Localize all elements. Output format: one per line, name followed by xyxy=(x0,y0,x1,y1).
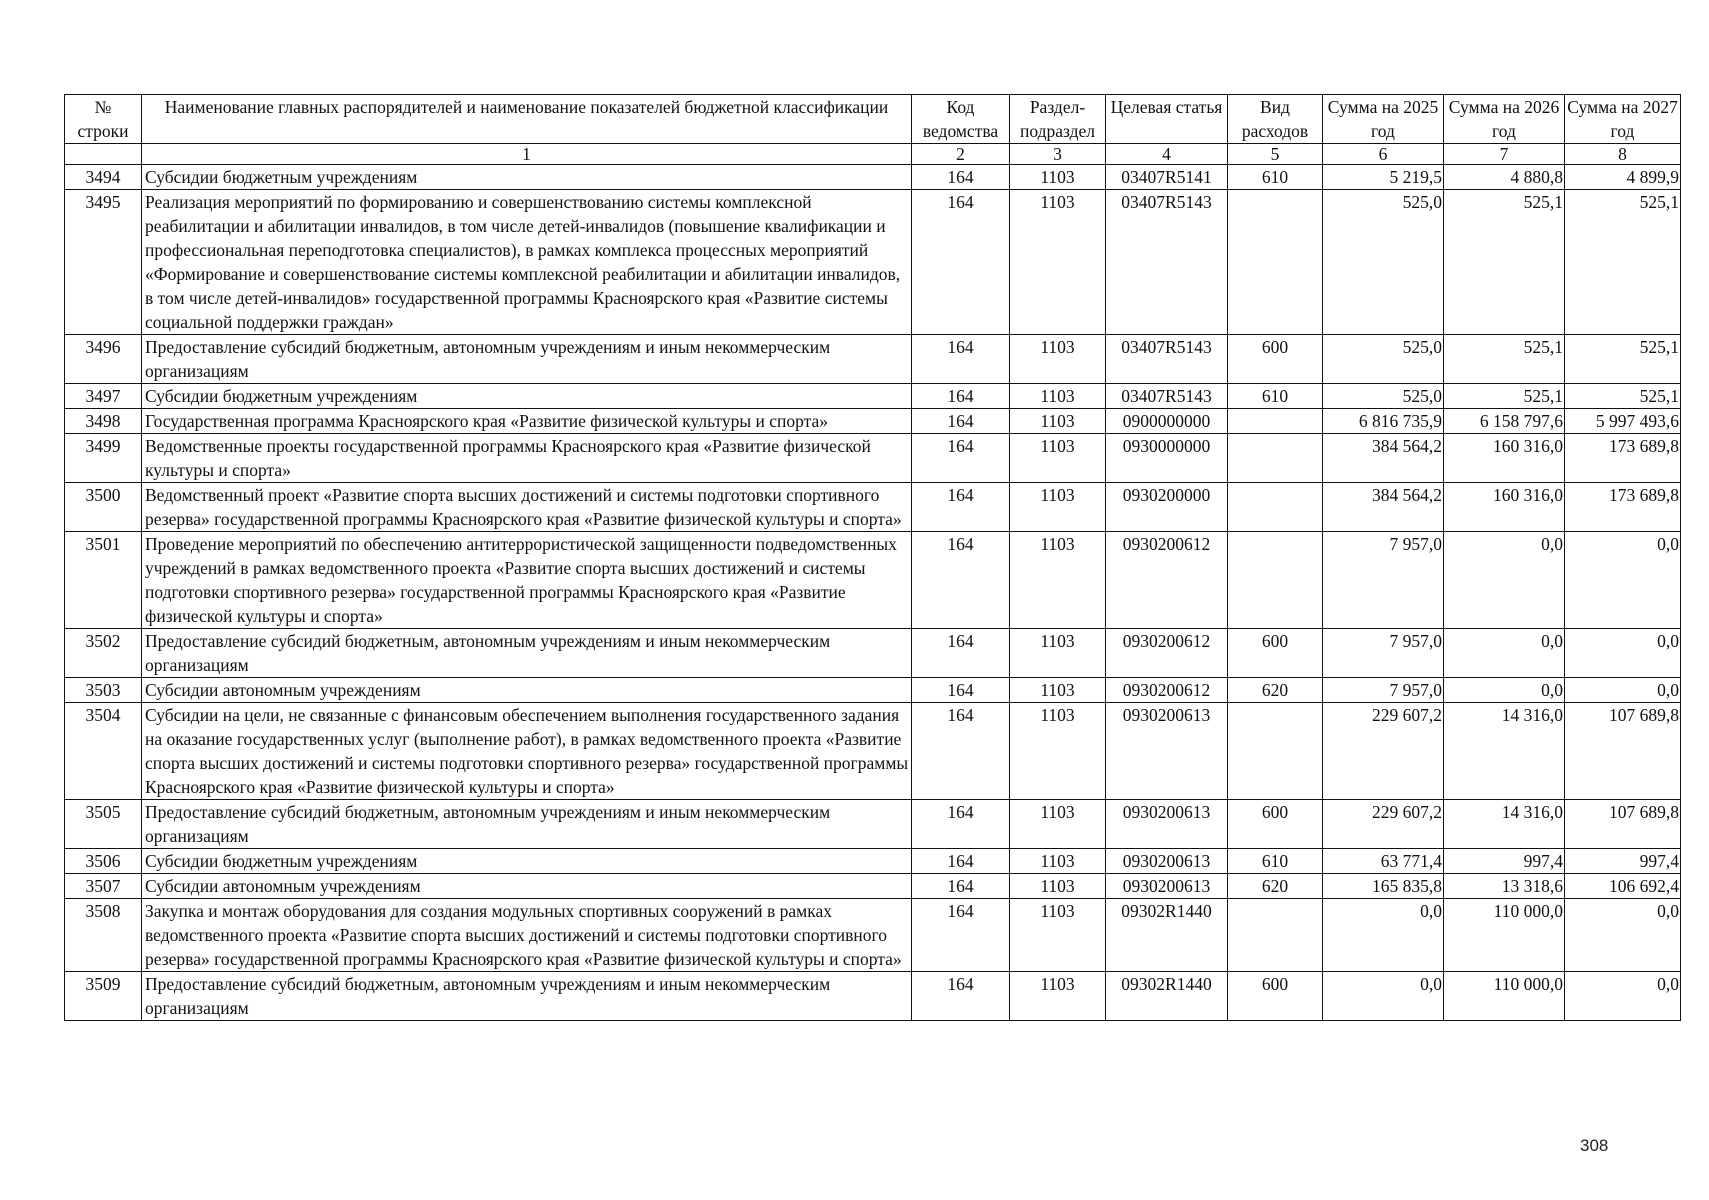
sum-2027-cell: 0,0 xyxy=(1565,678,1681,703)
column-index: 8 xyxy=(1565,144,1681,165)
header-sum-2026: Сумма на 2026 год xyxy=(1444,95,1565,144)
table-row xyxy=(65,384,1681,409)
column-index: 2 xyxy=(912,144,1010,165)
sum-2026-cell: 525,1 xyxy=(1444,384,1565,409)
target-item-cell: 0930200613 xyxy=(1106,849,1228,874)
sum-2027-cell: 525,1 xyxy=(1565,384,1681,409)
section-cell: 1103 xyxy=(1010,678,1106,703)
sum-2026-cell: 0,0 xyxy=(1444,532,1565,629)
sum-2026-cell: 110 000,0 xyxy=(1444,972,1565,1021)
column-index: 3 xyxy=(1010,144,1106,165)
sum-2026-cell: 997,4 xyxy=(1444,849,1565,874)
expense-type-cell: 600 xyxy=(1228,629,1323,678)
expense-type-cell xyxy=(1228,532,1323,629)
section-cell: 1103 xyxy=(1010,384,1106,409)
sum-2027-cell: 0,0 xyxy=(1565,899,1681,972)
table-row xyxy=(65,409,1681,434)
sum-2026-cell: 110 000,0 xyxy=(1444,899,1565,972)
target-item-cell: 0930200613 xyxy=(1106,703,1228,800)
expense-type-cell: 600 xyxy=(1228,972,1323,1021)
section-cell: 1103 xyxy=(1010,800,1106,849)
sum-2027-cell: 0,0 xyxy=(1565,972,1681,1021)
sum-2025-cell: 525,0 xyxy=(1323,335,1444,384)
row-number-cell: 3505 xyxy=(65,800,142,849)
header-sum-2027: Сумма на 2027 год xyxy=(1565,95,1681,144)
name-cell: Субсидии бюджетным учреждениям xyxy=(142,849,912,874)
sum-2027-cell: 173 689,8 xyxy=(1565,434,1681,483)
expense-type-cell xyxy=(1228,899,1323,972)
section-cell: 1103 xyxy=(1010,190,1106,335)
table-row xyxy=(65,678,1681,703)
expense-type-cell xyxy=(1228,703,1323,800)
section-cell: 1103 xyxy=(1010,972,1106,1021)
department-code-cell: 164 xyxy=(912,849,1010,874)
sum-2025-cell: 7 957,0 xyxy=(1323,629,1444,678)
target-item-cell: 09302R1440 xyxy=(1106,899,1228,972)
sum-2026-cell: 6 158 797,6 xyxy=(1444,409,1565,434)
target-item-cell: 03407R5143 xyxy=(1106,384,1228,409)
sum-2027-cell: 5 997 493,6 xyxy=(1565,409,1681,434)
row-number-cell: 3500 xyxy=(65,483,142,532)
sum-2027-cell: 997,4 xyxy=(1565,849,1681,874)
name-cell: Проведение мероприятий по обеспечению антитеррористической защищенности подведомственных учреждений в рамках ведомственного проекта «Развитие спорта высших достижений и системы подготовки спортивного резерва» государственной программы Красноярского края «Развитие физической культуры и спорта» xyxy=(142,532,912,629)
department-code-cell: 164 xyxy=(912,899,1010,972)
table-row xyxy=(65,532,1681,629)
department-code-cell: 164 xyxy=(912,190,1010,335)
target-item-cell: 0930200612 xyxy=(1106,629,1228,678)
table-row xyxy=(65,165,1681,190)
target-item-cell: 0930200000 xyxy=(1106,483,1228,532)
name-cell: Субсидии автономным учреждениям xyxy=(142,874,912,899)
section-cell: 1103 xyxy=(1010,409,1106,434)
sum-2025-cell: 63 771,4 xyxy=(1323,849,1444,874)
sum-2026-cell: 0,0 xyxy=(1444,678,1565,703)
section-cell: 1103 xyxy=(1010,874,1106,899)
target-item-cell: 09302R1440 xyxy=(1106,972,1228,1021)
page-number: 308 xyxy=(1580,1136,1609,1155)
expense-type-cell: 610 xyxy=(1228,384,1323,409)
expense-type-cell xyxy=(1228,434,1323,483)
sum-2026-cell: 0,0 xyxy=(1444,629,1565,678)
expense-type-cell: 620 xyxy=(1228,678,1323,703)
expense-type-cell: 600 xyxy=(1228,800,1323,849)
section-cell: 1103 xyxy=(1010,849,1106,874)
sum-2025-cell: 229 607,2 xyxy=(1323,703,1444,800)
sum-2027-cell: 0,0 xyxy=(1565,629,1681,678)
section-cell: 1103 xyxy=(1010,532,1106,629)
expense-type-cell xyxy=(1228,190,1323,335)
name-cell: Субсидии бюджетным учреждениям xyxy=(142,384,912,409)
expense-type-cell: 610 xyxy=(1228,165,1323,190)
sum-2025-cell: 384 564,2 xyxy=(1323,434,1444,483)
header-name: Наименование главных распорядителей и наименование показателей бюджетной классификации xyxy=(142,95,912,144)
row-number-cell: 3507 xyxy=(65,874,142,899)
table-body xyxy=(65,165,1681,1021)
target-item-cell: 0900000000 xyxy=(1106,409,1228,434)
header-target-item: Целевая статья xyxy=(1106,95,1228,144)
expense-type-cell xyxy=(1228,483,1323,532)
section-cell: 1103 xyxy=(1010,629,1106,678)
sum-2027-cell: 107 689,8 xyxy=(1565,703,1681,800)
department-code-cell: 164 xyxy=(912,629,1010,678)
expense-type-cell xyxy=(1228,409,1323,434)
department-code-cell: 164 xyxy=(912,409,1010,434)
section-cell: 1103 xyxy=(1010,483,1106,532)
name-cell: Субсидии на цели, не связанные с финансовым обеспечением выполнения государственного задания на оказание государственных услуг (выполнение работ), в рамках ведомственного проекта «Развитие спорта высших достижений и системы подготовки спортивного резерва» государственной программы Красноярского края «Развитие физической культуры и спорта» xyxy=(142,703,912,800)
sum-2025-cell: 0,0 xyxy=(1323,972,1444,1021)
table-row xyxy=(65,629,1681,678)
column-index-row xyxy=(65,144,1681,165)
sum-2027-cell: 106 692,4 xyxy=(1565,874,1681,899)
name-cell: Государственная программа Красноярского края «Развитие физической культуры и спорта» xyxy=(142,409,912,434)
section-cell: 1103 xyxy=(1010,335,1106,384)
row-number-cell: 3497 xyxy=(65,384,142,409)
table-row xyxy=(65,849,1681,874)
sum-2025-cell: 7 957,0 xyxy=(1323,678,1444,703)
sum-2027-cell: 525,1 xyxy=(1565,190,1681,335)
target-item-cell: 0930200613 xyxy=(1106,800,1228,849)
sum-2026-cell: 14 316,0 xyxy=(1444,703,1565,800)
department-code-cell: 164 xyxy=(912,678,1010,703)
row-number-cell: 3496 xyxy=(65,335,142,384)
sum-2025-cell: 384 564,2 xyxy=(1323,483,1444,532)
target-item-cell: 0930000000 xyxy=(1106,434,1228,483)
name-cell: Предоставление субсидий бюджетным, автономным учреждениям и иным некоммерческим организациям xyxy=(142,972,912,1021)
target-item-cell: 03407R5143 xyxy=(1106,190,1228,335)
sum-2027-cell: 173 689,8 xyxy=(1565,483,1681,532)
department-code-cell: 164 xyxy=(912,800,1010,849)
column-index: 6 xyxy=(1323,144,1444,165)
table-row xyxy=(65,800,1681,849)
expense-type-cell: 610 xyxy=(1228,849,1323,874)
target-item-cell: 03407R5141 xyxy=(1106,165,1228,190)
target-item-cell: 0930200613 xyxy=(1106,874,1228,899)
row-number-cell: 3504 xyxy=(65,703,142,800)
expense-type-cell: 600 xyxy=(1228,335,1323,384)
department-code-cell: 164 xyxy=(912,335,1010,384)
name-cell: Закупка и монтаж оборудования для создания модульных спортивных сооружений в рамках ведомственного проекта «Развитие спорта высших достижений и системы подготовки спортивного резерва» государственной программы Красноярского края «Развитие физической культуры и спорта» xyxy=(142,899,912,972)
header-expense-type: Вид расходов xyxy=(1228,95,1323,144)
column-index: 5 xyxy=(1228,144,1323,165)
name-cell: Ведомственные проекты государственной программы Красноярского края «Развитие физической культуры и спорта» xyxy=(142,434,912,483)
sum-2026-cell: 160 316,0 xyxy=(1444,434,1565,483)
name-cell: Предоставление субсидий бюджетным, автономным учреждениям и иным некоммерческим организациям xyxy=(142,800,912,849)
department-code-cell: 164 xyxy=(912,703,1010,800)
sum-2025-cell: 5 219,5 xyxy=(1323,165,1444,190)
header-department-code: Код ведомства xyxy=(912,95,1010,144)
header-section: Раздел-подраздел xyxy=(1010,95,1106,144)
header-row-number: № строки xyxy=(65,95,142,144)
department-code-cell: 164 xyxy=(912,972,1010,1021)
row-number-cell: 3499 xyxy=(65,434,142,483)
target-item-cell: 0930200612 xyxy=(1106,532,1228,629)
column-index: 1 xyxy=(142,144,912,165)
sum-2026-cell: 160 316,0 xyxy=(1444,483,1565,532)
row-number-cell: 3498 xyxy=(65,409,142,434)
sum-2026-cell: 14 316,0 xyxy=(1444,800,1565,849)
row-number-cell: 3502 xyxy=(65,629,142,678)
table-row xyxy=(65,972,1681,1021)
department-code-cell: 164 xyxy=(912,532,1010,629)
table-row xyxy=(65,874,1681,899)
sum-2025-cell: 525,0 xyxy=(1323,190,1444,335)
row-number-cell: 3509 xyxy=(65,972,142,1021)
expense-type-cell: 620 xyxy=(1228,874,1323,899)
name-cell: Реализация мероприятий по формированию и совершенствованию системы комплексной реабилитации и абилитации инвалидов, в том числе детей-инвалидов (повышение квалификации и профессиональная переподготовка специалистов), в рамках комплекса процессных мероприятий «Формирование и совершенствование системы комплексной реабилитации и абилитации инвалидов, в том числе детей-инвалидов» государственной программы Красноярского края «Развитие системы социальной поддержки граждан» xyxy=(142,190,912,335)
column-index xyxy=(65,144,142,165)
table-row xyxy=(65,335,1681,384)
row-number-cell: 3494 xyxy=(65,165,142,190)
section-cell: 1103 xyxy=(1010,165,1106,190)
column-index: 7 xyxy=(1444,144,1565,165)
department-code-cell: 164 xyxy=(912,384,1010,409)
table-row xyxy=(65,434,1681,483)
name-cell: Субсидии автономным учреждениям xyxy=(142,678,912,703)
department-code-cell: 164 xyxy=(912,434,1010,483)
sum-2025-cell: 6 816 735,9 xyxy=(1323,409,1444,434)
section-cell: 1103 xyxy=(1010,434,1106,483)
table-row xyxy=(65,899,1681,972)
name-cell: Предоставление субсидий бюджетным, автономным учреждениям и иным некоммерческим организациям xyxy=(142,629,912,678)
sum-2026-cell: 525,1 xyxy=(1444,190,1565,335)
row-number-cell: 3501 xyxy=(65,532,142,629)
sum-2027-cell: 4 899,9 xyxy=(1565,165,1681,190)
sum-2025-cell: 165 835,8 xyxy=(1323,874,1444,899)
sum-2025-cell: 525,0 xyxy=(1323,384,1444,409)
row-number-cell: 3506 xyxy=(65,849,142,874)
row-number-cell: 3508 xyxy=(65,899,142,972)
sum-2026-cell: 13 318,6 xyxy=(1444,874,1565,899)
table-row xyxy=(65,703,1681,800)
target-item-cell: 0930200612 xyxy=(1106,678,1228,703)
name-cell: Субсидии бюджетным учреждениям xyxy=(142,165,912,190)
sum-2027-cell: 0,0 xyxy=(1565,532,1681,629)
header-row xyxy=(65,95,1681,144)
table-row xyxy=(65,190,1681,335)
department-code-cell: 164 xyxy=(912,165,1010,190)
row-number-cell: 3495 xyxy=(65,190,142,335)
header-sum-2025: Сумма на 2025 год xyxy=(1323,95,1444,144)
sum-2026-cell: 4 880,8 xyxy=(1444,165,1565,190)
sum-2027-cell: 525,1 xyxy=(1565,335,1681,384)
sum-2027-cell: 107 689,8 xyxy=(1565,800,1681,849)
column-index: 4 xyxy=(1106,144,1228,165)
name-cell: Ведомственный проект «Развитие спорта высших достижений и системы подготовки спортивного резерва» государственной программы Красноярского края «Развитие физической культуры и спорта» xyxy=(142,483,912,532)
section-cell: 1103 xyxy=(1010,899,1106,972)
department-code-cell: 164 xyxy=(912,874,1010,899)
sum-2026-cell: 525,1 xyxy=(1444,335,1565,384)
section-cell: 1103 xyxy=(1010,703,1106,800)
target-item-cell: 03407R5143 xyxy=(1106,335,1228,384)
row-number-cell: 3503 xyxy=(65,678,142,703)
sum-2025-cell: 0,0 xyxy=(1323,899,1444,972)
table-row xyxy=(65,483,1681,532)
name-cell: Предоставление субсидий бюджетным, автономным учреждениям и иным некоммерческим организациям xyxy=(142,335,912,384)
budget-table xyxy=(64,94,1681,1021)
sum-2025-cell: 229 607,2 xyxy=(1323,800,1444,849)
department-code-cell: 164 xyxy=(912,483,1010,532)
sum-2025-cell: 7 957,0 xyxy=(1323,532,1444,629)
